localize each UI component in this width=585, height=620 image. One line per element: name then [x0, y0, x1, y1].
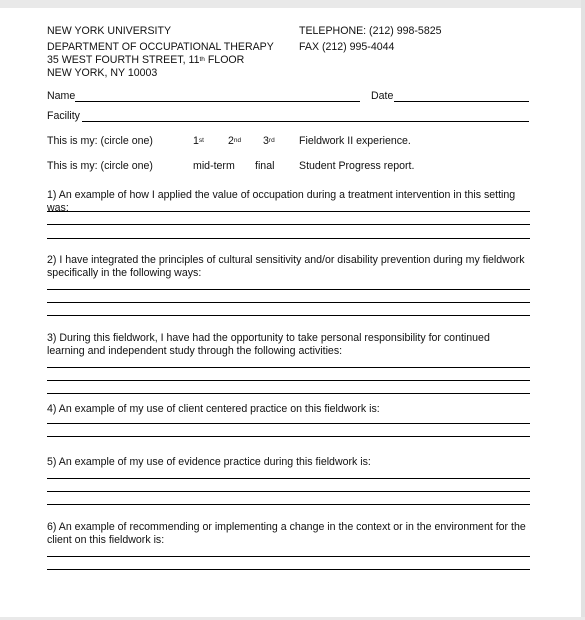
answer-line[interactable] [47, 315, 530, 316]
city-address: NEW YORK, NY 10003 [47, 67, 158, 79]
option-1st-number: 1 [193, 135, 199, 147]
option-3rd-number: 3 [263, 135, 269, 147]
department-name: DEPARTMENT OF OCCUPATIONAL THERAPY [47, 41, 274, 53]
option-2nd-suffix: nd [233, 137, 242, 144]
street-text: 35 WEST FOURTH STREET, 11 [47, 54, 200, 66]
question-1: 1) An example of how I applied the value of occupation during a treatment intervention in this setting was: [47, 189, 516, 214]
answer-line[interactable] [47, 380, 530, 381]
street-address [47, 54, 244, 67]
answer-line[interactable] [47, 224, 530, 225]
answer-line[interactable] [47, 491, 530, 492]
option-2nd[interactable] [228, 135, 241, 148]
fieldwork-experience-note: Fieldwork II experience. [299, 135, 411, 147]
question-3: 3) During this fieldwork, I have had the opportunity to take personal responsibility for continued learning and independent study through the following activities: [47, 332, 490, 357]
date-label: Date [371, 90, 394, 102]
option-2nd-number: 2 [228, 135, 234, 147]
telephone: TELEPHONE: (212) 998-5825 [299, 25, 442, 37]
question-4: 4) An example of my use of client centered practice on this fieldwork is: [47, 403, 380, 415]
viewer-top-border [0, 0, 585, 8]
facility-label: Facility [47, 110, 80, 122]
progress-report-note: Student Progress report. [299, 160, 415, 172]
option-3rd[interactable] [263, 135, 275, 148]
date-field-line[interactable] [394, 101, 529, 102]
answer-line[interactable] [47, 478, 530, 479]
circle-row-2-label: This is my: (circle one) [47, 160, 153, 172]
question-2: 2) I have integrated the principles of cultural sensitivity and/or disability prevention during my fieldwork specifically in the following ways: [47, 254, 525, 279]
option-3rd-suffix: rd [268, 137, 275, 144]
answer-line[interactable] [47, 423, 530, 424]
floor-superscript: th [199, 56, 205, 63]
option-1st[interactable] [193, 135, 204, 148]
circle-row-1-label: This is my: (circle one) [47, 135, 153, 147]
university-name: NEW YORK UNIVERSITY [47, 25, 172, 37]
option-mid-term[interactable]: mid-term [193, 160, 235, 172]
answer-line[interactable] [47, 436, 530, 437]
answer-line[interactable] [47, 238, 530, 239]
answer-line[interactable] [47, 211, 530, 212]
question-6: 6) An example of recommending or implementing a change in the context or in the environment for the client on this fieldwork is: [47, 521, 526, 546]
fax: FAX (212) 995-4044 [299, 41, 395, 53]
facility-field-line[interactable] [82, 121, 529, 122]
question-5: 5) An example of my use of evidence practice during this fieldwork is: [47, 456, 371, 468]
name-field-line[interactable] [75, 101, 360, 102]
answer-line[interactable] [47, 367, 530, 368]
option-final[interactable]: final [255, 160, 275, 172]
answer-line[interactable] [47, 393, 530, 394]
answer-line[interactable] [47, 302, 530, 303]
answer-line[interactable] [47, 504, 530, 505]
answer-line[interactable] [47, 556, 530, 557]
answer-line[interactable] [47, 569, 530, 570]
viewer-right-border [581, 0, 585, 620]
option-1st-suffix: st [198, 137, 204, 144]
floor-text: FLOOR [204, 54, 245, 66]
answer-line[interactable] [47, 289, 530, 290]
name-label: Name [47, 90, 76, 102]
